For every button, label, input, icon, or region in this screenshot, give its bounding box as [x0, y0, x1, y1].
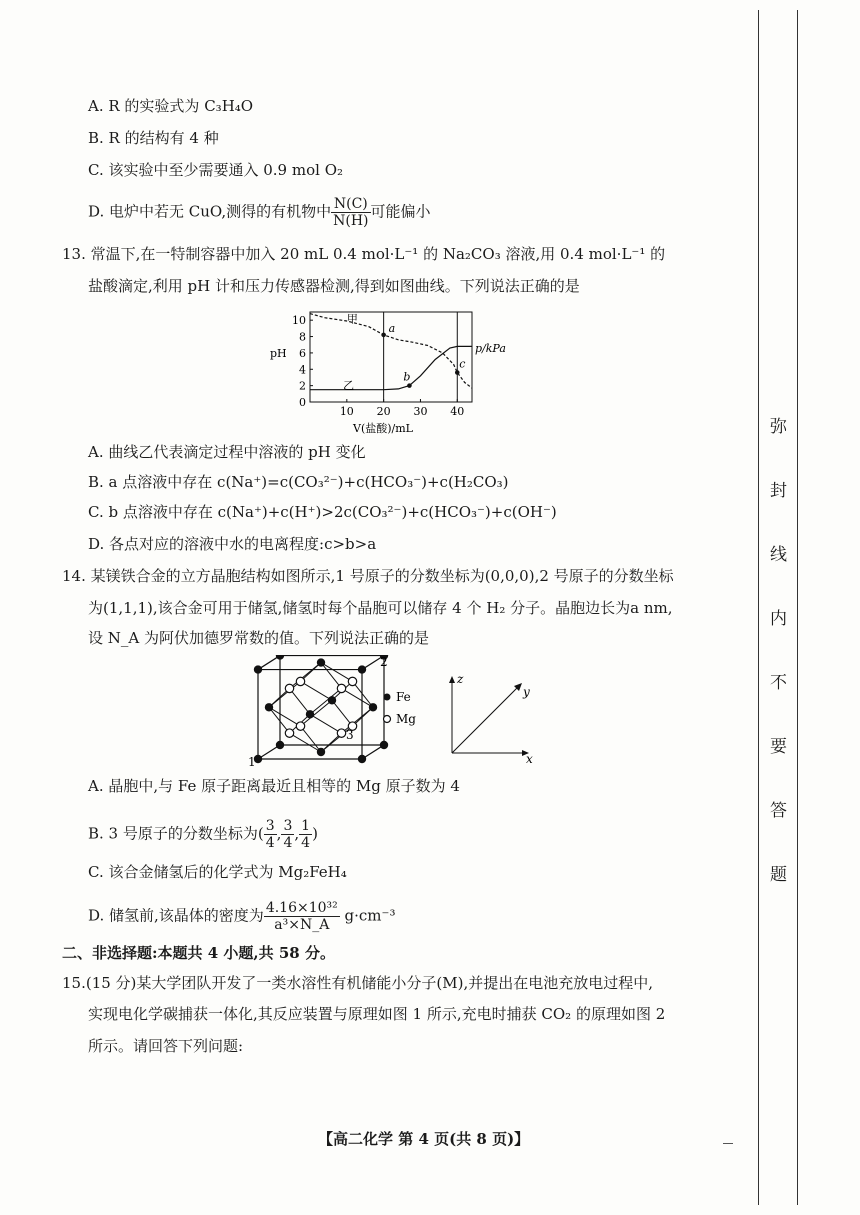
fraction-1 [264, 818, 277, 851]
x-tick-label: 10 [339, 405, 354, 418]
q13-option-d: D. 各点对应的溶液中水的电离程度:c>b>a [88, 535, 377, 553]
q14-option-d [88, 900, 395, 933]
unit-cell-figure [240, 655, 420, 770]
q13-option-c: C. b 点溶液中存在 c(Na⁺)+c(H⁺)>2c(CO₃²⁻)+c(HCO₃⁻)+c(OH⁻) [88, 503, 557, 521]
q14-option-b-suffix: ) [312, 824, 318, 843]
bond-line [332, 700, 353, 726]
fraction-denominator: 4 [265, 835, 275, 851]
y-tick-label: 2 [299, 379, 306, 393]
q14-option-a: A. 晶胞中,与 Fe 原子距离最近且相等的 Mg 原子数为 4 [88, 777, 460, 795]
q15-stem-line1: 15.(15 分)某大学团队开发了一类水溶性有机储能小分子(M),并提出在电池充放电过程中, [62, 974, 654, 992]
fraction-3 [299, 818, 312, 851]
data-point-c [455, 370, 460, 375]
seal-line-right [797, 10, 798, 1205]
fe-atom-face [317, 748, 325, 756]
q12-option-d-suffix: 可能偏小 [370, 202, 431, 221]
fraction-numerator: 1 [301, 818, 311, 834]
x-tick-label: 20 [376, 405, 391, 418]
fraction-denominator: a³×N_A [274, 917, 330, 933]
atom-2-label: 2 [380, 655, 388, 669]
bond-line [310, 714, 342, 733]
mg-legend-marker [384, 716, 391, 723]
q14-option-b-prefix: B. 3 号原子的分数坐标为( [88, 824, 264, 843]
fe-atom-face [317, 658, 325, 666]
seal-char: 弥 [770, 417, 787, 437]
data-point-label-c: c [459, 357, 466, 371]
coordinate-axes [440, 670, 540, 765]
bond-line [310, 688, 342, 714]
page-footer: 【高二化学 第 4 页(共 8 页)】 [318, 1130, 530, 1148]
fe-atom-face [369, 703, 377, 711]
q15-stem-line3: 所示。请回答下列问题: [88, 1037, 244, 1055]
fraction-denominator: 4 [301, 835, 311, 851]
series-label-yi: 乙 [343, 378, 355, 392]
x-tick-label: 30 [413, 405, 428, 418]
q12-option-a: A. R 的实验式为 C₃H₄O [88, 97, 254, 115]
y-axis-label-left: pH [270, 346, 287, 360]
bond-line [269, 707, 301, 726]
q13-stem-line2: 盐酸滴定,利用 pH 计和压力传感器检测,得到如图曲线。下列说法正确的是 [88, 277, 580, 295]
fe-atom-face [265, 703, 273, 711]
fe-atom-corner [380, 741, 388, 749]
bond-line [301, 726, 322, 752]
q14-stem-line3: 设 N_A 为阿伏加德罗常数的值。下列说法正确的是 [88, 629, 429, 647]
mg-atom [337, 729, 345, 737]
footer-dash [723, 1143, 733, 1144]
atom-1-label: 1 [248, 755, 256, 769]
mg-atom [285, 684, 293, 692]
data-point-b [407, 383, 412, 388]
seal-char: 内 [770, 609, 787, 629]
fraction-denominator: N(H) [333, 213, 369, 229]
seal-char: 线 [770, 545, 787, 565]
q14-option-b: B. 3 号原子的分数坐标为( $\frac{3}{4}$ , $\frac{3}{4}$ , $\frac{1}{4}$ ) [88, 818, 318, 851]
bond-line [321, 663, 342, 689]
q15-stem-line2: 实现电化学碳捕获一体化,其反应装置与原理如图 1 所示,充电时捕获 CO₂ 的原理如图 2 [88, 1005, 666, 1023]
fe-atom-corner [276, 741, 284, 749]
seal-char: 封 [770, 481, 787, 501]
mg-atom [348, 677, 356, 685]
mg-atom [337, 684, 345, 692]
mg-legend-label: Mg [396, 712, 416, 726]
bond-line [290, 688, 311, 714]
q12-option-c: C. 该实验中至少需要通入 0.9 mol O₂ [88, 161, 344, 179]
y-axis-label: y [523, 685, 530, 699]
bond-line [290, 733, 322, 752]
atom-3-label: 3 [346, 728, 354, 742]
x-axis-label: x [526, 752, 533, 765]
q14-option-d-suffix: g·cm⁻³ [339, 906, 396, 925]
fraction-numerator: N(C) [331, 196, 370, 213]
q12-option-d-prefix: D. 电炉中若无 CuO,测得的有机物中 [88, 202, 332, 221]
z-axis-label: z [457, 672, 464, 686]
seal-line-left [758, 10, 759, 1205]
bond-line [301, 681, 333, 700]
bond-line [269, 681, 301, 707]
y-tick-label: 8 [299, 330, 306, 344]
bond-line [301, 700, 333, 726]
z-axis-arrow [449, 676, 455, 683]
seal-char: 题 [770, 865, 787, 885]
data-point-label-b: b [403, 370, 411, 384]
bond-line [269, 707, 290, 733]
fraction-numerator: 4.16×10³² [265, 900, 338, 916]
q13-option-a: A. 曲线乙代表滴定过程中溶液的 pH 变化 [88, 443, 366, 461]
data-point-label-a: a [388, 321, 396, 335]
q14-stem-line2: 为(1,1,1),该合金可用于储氢,储氢时每个晶胞可以储存 4 个 H₂ 分子。晶胞边长为a nm, [88, 599, 673, 617]
fraction-2 [281, 818, 294, 851]
y-tick-label: 4 [299, 363, 306, 377]
q14-stem-line1: 14. 某镁铁合金的立方晶胞结构如图所示,1 号原子的分数坐标为(0,0,0),2 号原子的分数坐标 [62, 567, 674, 585]
y-axis-line [452, 687, 518, 753]
density-fraction [264, 900, 340, 933]
section-2-heading: 二、非选择题:本题共 4 小题,共 58 分。 [62, 944, 335, 962]
q14-option-c: C. 该合金储氢后的化学式为 Mg₂FeH₄ [88, 863, 347, 881]
fe-atom-face [306, 710, 314, 718]
seal-char: 不 [770, 673, 787, 693]
bond-line [342, 688, 374, 707]
series-label-jia: 甲 [346, 312, 358, 326]
titration-chart [262, 300, 512, 440]
y-tick-label: 0 [299, 396, 306, 409]
mg-atom [296, 722, 304, 730]
q13-stem-line1: 13. 常温下,在一特制容器中加入 20 mL 0.4 mol·L⁻¹ 的 Na₂CO₃ 溶液,用 0.4 mol·L⁻¹ 的 [62, 245, 666, 263]
q12-option-d [88, 196, 431, 229]
mg-atom [285, 729, 293, 737]
fe-atom-corner [358, 755, 366, 763]
q13-option-b: B. a 点溶液中存在 c(Na⁺)=c(CO₃²⁻)+c(HCO₃⁻)+c(H₂CO₃) [88, 473, 509, 491]
fe-legend-marker [384, 694, 391, 701]
q12-option-d-fraction [331, 196, 370, 229]
seal-char: 要 [770, 737, 787, 757]
y-axis-label-right: p/kPa [475, 342, 506, 355]
series-line-yi [310, 346, 472, 389]
fe-atom-corner [254, 665, 262, 673]
x-tick-label: 40 [450, 405, 465, 418]
x-axis-label: V(盐酸)/mL [353, 422, 413, 435]
mg-atom [296, 677, 304, 685]
y-tick-label: 10 [292, 314, 306, 328]
q14-option-d-prefix: D. 储氢前,该晶体的密度为 [88, 906, 264, 925]
data-point-a [381, 333, 386, 338]
fraction-numerator: 3 [283, 818, 293, 834]
bond-line [321, 663, 353, 682]
bond-line [353, 681, 374, 707]
y-tick-label: 6 [299, 346, 306, 360]
fraction-denominator: 4 [283, 835, 293, 851]
fe-legend-label: Fe [396, 690, 411, 704]
fe-atom-face [328, 696, 336, 704]
seal-char: 答 [770, 801, 787, 821]
fe-atom-corner [276, 655, 284, 660]
q12-option-b: B. R 的结构有 4 种 [88, 129, 219, 147]
fe-atom-corner [358, 665, 366, 673]
fraction-numerator: 3 [265, 818, 275, 834]
